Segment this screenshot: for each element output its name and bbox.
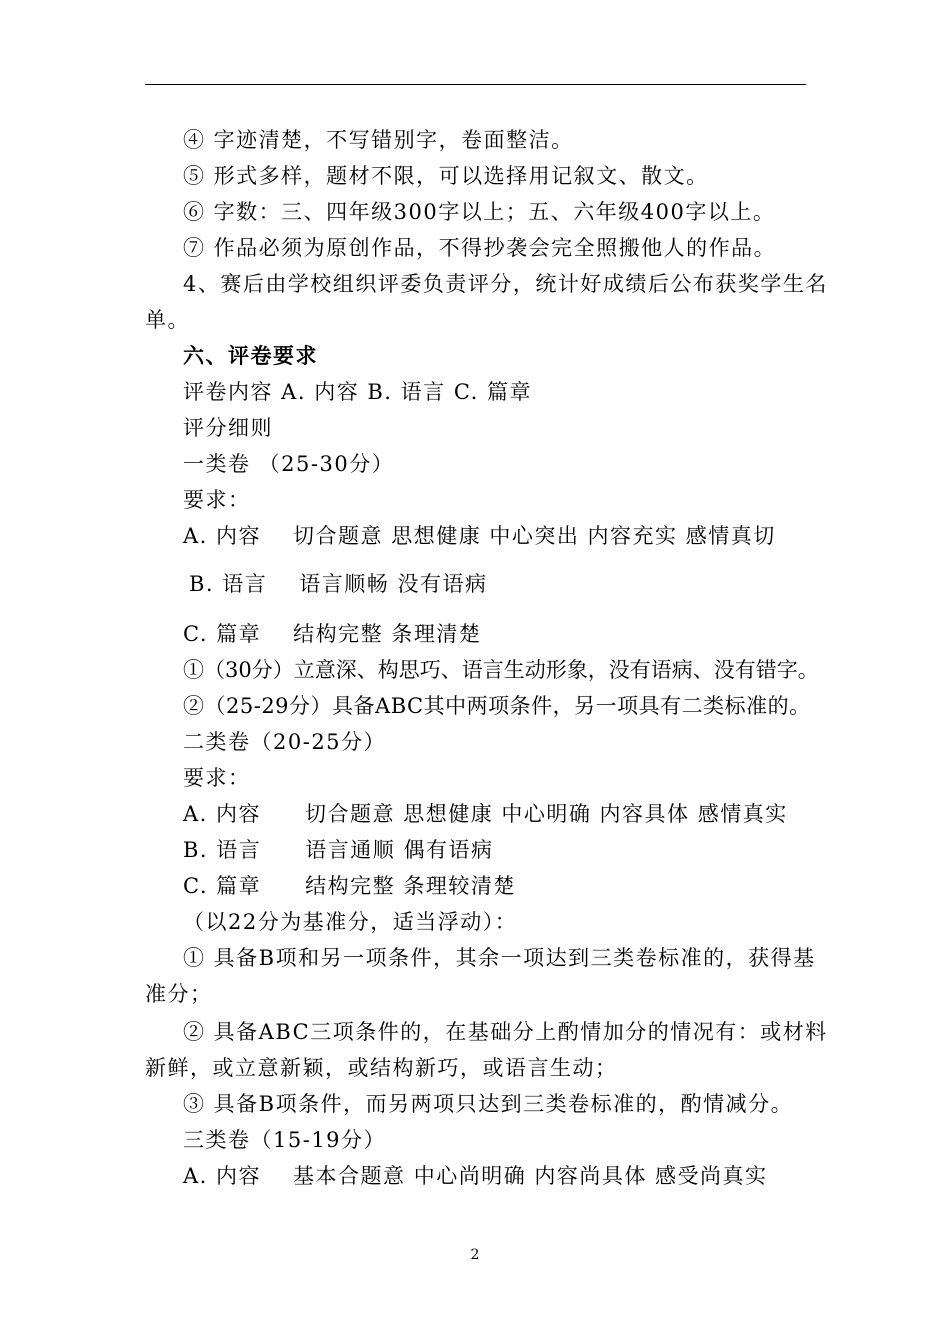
text-line: ①（30分）立意深、构思巧、语言生动形象，没有语病、没有错字。 [183, 658, 819, 682]
text-line: 评卷内容 A. 内容 B. 语言 C. 篇章 [183, 380, 532, 404]
text-line: 一类卷 （25-30分） [183, 452, 395, 476]
criteria-label: B. 语言 [189, 572, 268, 596]
criteria-row [183, 620, 481, 648]
criteria-label: A. 内容 [183, 1164, 262, 1188]
text-line: 评分细则 [183, 416, 273, 440]
criteria-row [183, 522, 776, 550]
text-line: ②（25-29分）具备ABC其中两项条件，另一项具有二类标准的。 [183, 694, 811, 718]
criteria-label: B. 语言 [183, 838, 262, 862]
page-number: 2 [470, 1247, 480, 1263]
criteria-text: 语言通顺 偶有语病 [305, 838, 494, 862]
text-line: 要求： [183, 488, 251, 512]
criteria-row [183, 1162, 768, 1190]
text-line: ① 具备B项和另一项条件，其余一项达到三类卷标准的，获得基 [183, 946, 816, 970]
criteria-row [183, 800, 788, 828]
criteria-text: 切合题意 思想健康 中心明确 内容具体 感情真实 [305, 802, 788, 826]
criteria-label: A. 内容 [183, 524, 262, 548]
text-line: ② 具备ABC三项条件的，在基础分上酌情加分的情况有：或材料 [183, 1020, 828, 1044]
section-heading: 六、评卷要求 [183, 343, 318, 368]
text-line: 新鲜，或立意新颖，或结构新巧，或语言生动； [145, 1056, 618, 1080]
text-line: 二类卷（20-25分） [183, 730, 387, 754]
criteria-label: C. 篇章 [183, 622, 262, 646]
text-line: ⑤ 形式多样，题材不限，可以选择用记叙文、散文。 [183, 164, 709, 188]
criteria-text: 语言顺畅 没有语病 [299, 572, 488, 596]
text-line: ③ 具备B项条件，而另两项只达到三类卷标准的，酌情减分。 [183, 1092, 794, 1116]
text-line: 三类卷（15-19分） [183, 1128, 387, 1152]
criteria-text: 结构完整 条理清楚 [293, 622, 482, 646]
text-line: 4、赛后由学校组织评委负责评分，统计好成绩后公布获奖学生名 [183, 272, 828, 296]
text-line: ④ 字迹清楚，不写错别字，卷面整洁。 [183, 128, 574, 152]
text-line: 要求： [183, 766, 251, 790]
criteria-row [189, 570, 487, 598]
header-rule [145, 84, 806, 85]
text-line: （以22分为基准分，适当浮动）： [183, 910, 518, 934]
criteria-row [183, 836, 493, 864]
text-line: 准分； [145, 982, 213, 1006]
text-line: 单。 [145, 308, 190, 332]
criteria-row [183, 872, 516, 900]
text-line: ⑦ 作品必须为原创作品，不得抄袭会完全照搬他人的作品。 [183, 236, 777, 260]
criteria-label: A. 内容 [183, 802, 262, 826]
criteria-text: 切合题意 思想健康 中心突出 内容充实 感情真切 [293, 524, 776, 548]
criteria-text: 基本合题意 中心尚明确 内容尚具体 感受尚真实 [293, 1164, 768, 1188]
text-line: ⑥ 字数：三、四年级300字以上；五、六年级400字以上。 [183, 200, 776, 224]
criteria-label: C. 篇章 [183, 874, 262, 898]
criteria-text: 结构完整 条理较清楚 [305, 874, 516, 898]
